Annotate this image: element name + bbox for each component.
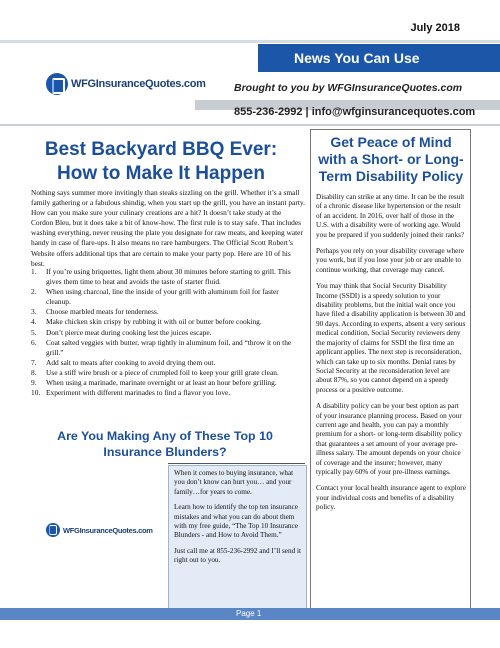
newsletter-banner: News You Can Use — [258, 44, 500, 72]
callout-paragraph: Learn how to identify the top ten insurance mistakes and what you can do about them with my free guide, “The Top 10 Insurance Blunders - and How to Avoid Them.” — [174, 503, 298, 540]
sidebar-paragraph: You may think that Social Security Disability Income (SSDI) is a speedy solution to your disability problems, but the initial wait once you have filed a disability application is between 30 and 90 days. According to experts, absent a very serious medical condition, Social Security reviewers deny the majority of claims for SSDI the first time an applicant applies. The next step is reconsideration, which can take up to six months. Denial rates by Social Security at the reconsideration level are about 87%, so you cannot depend on a speedy process or a positive outcome. — [316, 282, 466, 394]
banner-fold — [244, 44, 258, 72]
article-title-line-1: Best Backyard BBQ Ever: — [44, 139, 278, 160]
list-item: 9. When using a marinade, marinate overnight or at least an hour before grilling. — [31, 378, 277, 388]
company-logo-small — [46, 523, 153, 537]
header-divider — [0, 124, 500, 126]
logo-icon — [46, 73, 68, 95]
list-item: 5. Don’t pierce meat during cooking lest the juices escape. — [31, 327, 212, 337]
issue-date: July 2018 — [410, 22, 460, 34]
blunders-title-line-2: Insurance Blunders? — [103, 445, 227, 459]
callout-paragraph: When it comes to buying insurance, what you don’t know can hurt you… and your family…for years to come. — [174, 469, 294, 496]
header-rule — [0, 40, 500, 43]
tips-list — [31, 267, 305, 398]
disability-sidebar — [310, 129, 471, 613]
logo-text: WFGInsuranceQuotes.com — [63, 525, 153, 535]
page-footer: Page 1 — [0, 608, 500, 620]
list-item: 3. Choose marbled meats for tenderness. — [31, 307, 159, 317]
article-title — [30, 138, 292, 186]
list-item: 2. When using charcoal, line the inside of your grill with aluminum foil for faster cleanup. — [31, 287, 279, 307]
contact-line: 855-236-2992 | info@wfginsurancequotes.com — [234, 106, 476, 118]
callout-paragraph: Just call me at 855-236-2992 and I’ll send it right out to you. — [174, 546, 301, 565]
article-intro: Nothing says summer more invitingly than steaks sizzling on the grill. Whether it’s a small family gathering or a fabulous shindig, when you start up the grill, you have an instant party. How can you make sure your culinary creations are a hit? It doesn’t take study at the Cordon Bleu, but it does take a bit of know-how. The first rule is to stay safe. That includes washing everything, never reusing the plate you designate for raw meats, and keeping water handy in case of flare-ups. It also means no rare hamburgers. The Official Scott Robert’s Website offers additional tips that are certain to make your party pop. Here are 10 of his best. — [31, 188, 305, 268]
list-item: 10. Experiment with different marinades to find a flavor you love. — [31, 388, 231, 398]
sidebar-title: Get Peace of Mind with a Short- or Long-Term Disability Policy — [318, 134, 464, 184]
logo-text: WFGInsuranceQuotes.com — [71, 78, 206, 90]
blunders-title — [30, 428, 300, 460]
blunders-divider — [168, 463, 305, 464]
list-item: 6. Coat salted veggies with butter, wrap tightly in aluminum foil, and “throw it on the grill.” — [31, 337, 292, 357]
article-title-line-2: How to Make It Happen — [57, 163, 265, 184]
sidebar-paragraph: Contact your local health insurance agent to explore your individual costs and benefits of a disability policy. — [316, 484, 466, 512]
list-item: 7. Add salt to meats after cooking to avoid drying them out. — [31, 357, 216, 367]
list-item: 1. If you’re using briquettes, light them about 30 minutes before starting to grill. This gives them time to heat and avoids the taste of starter fluid. — [31, 267, 291, 287]
list-item: 4. Make chicken skin crispy by rubbing it with oil or butter before cooking. — [31, 317, 262, 327]
sidebar-paragraph: Perhaps you rely on your disability coverage where you work, but if you lose your job or are unable to continue working, that coverage may cancel. — [316, 247, 464, 274]
company-logo — [46, 73, 206, 95]
blunders-callout — [168, 465, 307, 613]
list-item: 8. Use a stiff wire brush or a piece of crumpled foil to keep your grill grate clean. — [31, 367, 279, 377]
logo-icon — [46, 523, 60, 537]
blunders-title-line-1: Are You Making Any of These Top 10 — [57, 429, 273, 443]
brought-by-line: Brought to you by WFGInsuranceQuotes.com — [234, 82, 463, 94]
sidebar-paragraph: Disability can strike at any time. It can be the result of a chronic disease like hypertension or the result of an accident. In 2016, over half of those in the U.S. with a disability were of working age. Would you be prepared if you suddenly joined their ranks? — [316, 193, 465, 239]
sidebar-paragraph: A disability policy can be your best option as part of your insurance planning process. Based on your current age and health, you can pay a monthly premium for a short- or long-term disability policy that guarantees a set amount of your average pre-illness salary. The amount depends on your choice of coverage and the insurer; however, many typically pay 60% of your pre-illness earnings. — [316, 402, 462, 476]
